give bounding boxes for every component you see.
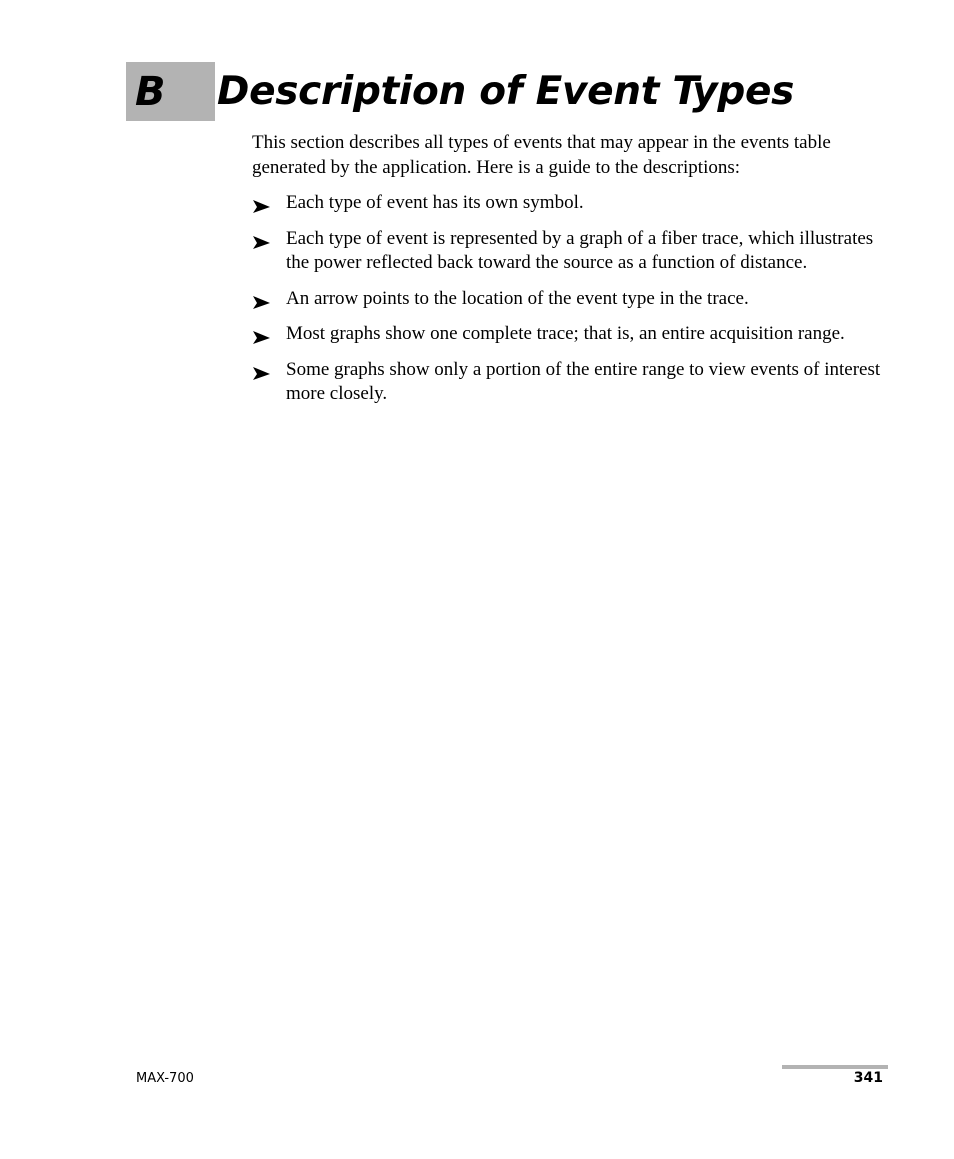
bullet-item bbox=[252, 227, 892, 276]
bullet-text: Each type of event has its own symbol. bbox=[286, 192, 584, 213]
bullet-text: An arrow points to the location of the event type in the trace. bbox=[286, 287, 749, 309]
arrowhead-bullet-icon bbox=[252, 191, 272, 215]
page-number: 341 bbox=[853, 1070, 883, 1086]
bullet-item bbox=[252, 191, 892, 216]
body-content bbox=[252, 131, 892, 418]
chapter-title: Description of Event Types bbox=[217, 69, 795, 114]
bullet-item bbox=[252, 322, 892, 347]
intro-paragraph: This section describes all types of events that may appear in the events table generated by the application. Here is a guide to the descriptions: bbox=[252, 132, 831, 178]
bullet-text: Most graphs show one complete trace; that is, an entire acquisition range. bbox=[286, 323, 845, 344]
bullet-item bbox=[252, 358, 892, 407]
guide-bullet-list bbox=[252, 191, 892, 407]
arrowhead-bullet-icon bbox=[252, 322, 272, 346]
bullet-item bbox=[252, 287, 892, 312]
chapter-letter: B bbox=[135, 69, 166, 115]
arrowhead-bullet-icon bbox=[252, 287, 272, 311]
bullet-text: Each type of event is represented by a graph of a fiber trace, which illustrates the power reflected back toward the source as a function of distance. bbox=[286, 227, 874, 273]
arrowhead-bullet-icon bbox=[252, 358, 272, 382]
arrowhead-bullet-icon bbox=[252, 227, 272, 251]
footer-product-name: MAX-700 bbox=[136, 1071, 194, 1086]
bullet-text: Some graphs show only a portion of the entire range to view events of interest more closely. bbox=[286, 358, 881, 404]
footer-rule bbox=[782, 1065, 888, 1069]
